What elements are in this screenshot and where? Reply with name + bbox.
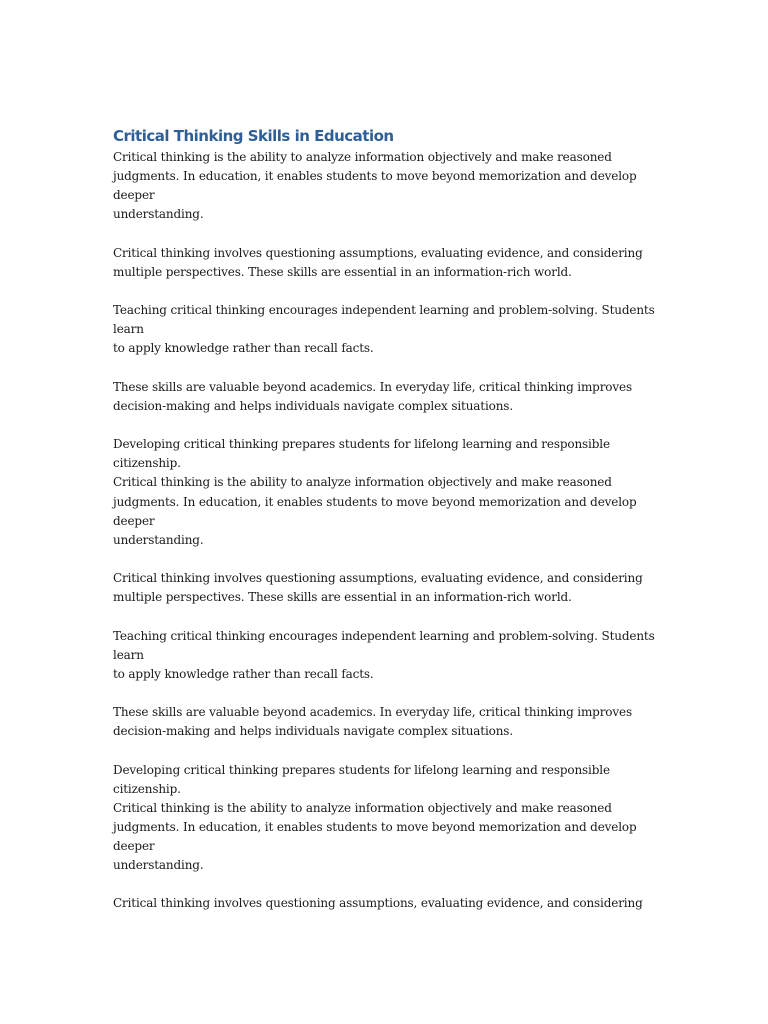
document-content [113, 124, 658, 914]
text-line: Critical thinking is the ability to analyze information objectively and make reasoned [113, 150, 612, 164]
text-line: Developing critical thinking prepares students for lifelong learning and responsible [113, 762, 610, 777]
text-line: These skills are valuable beyond academics. In everyday life, critical thinking improves [113, 705, 632, 720]
text-line: Developing critical thinking prepares students for lifelong learning and responsible [113, 437, 610, 452]
text-line: deeper [113, 188, 155, 203]
text-line: These skills are valuable beyond academics. In everyday life, critical thinking improves [113, 379, 632, 394]
paragraph-spacer [113, 741, 658, 760]
text-line: multiple perspectives. These skills are essential in an information-rich world. [113, 590, 572, 605]
text-line: Critical thinking involves questioning assumptions, evaluating evidence, and considering [113, 245, 643, 260]
document-body [113, 148, 658, 914]
text-line: learn [113, 647, 144, 662]
text-line: citizenship. [113, 781, 181, 796]
paragraph-spacer [113, 607, 658, 626]
text-line: understanding. [113, 532, 204, 547]
text-line: citizenship. [113, 456, 181, 471]
paragraph-spacer [113, 225, 658, 244]
text-line: to apply knowledge rather than recall facts. [113, 666, 374, 681]
text-line: Teaching critical thinking encourages independent learning and problem-solving. Students [113, 303, 655, 318]
text-line: judgments. In education, it enables students to move beyond memorization and develop [113, 169, 637, 184]
text-line: judgments. In education, it enables students to move beyond memorization and develop [113, 494, 637, 509]
paragraph-spacer [113, 550, 658, 569]
text-line: decision-making and helps individuals navigate complex situations. [113, 398, 513, 413]
text-line: Critical thinking involves questioning assumptions, evaluating evidence, and considering [113, 896, 643, 911]
text-line: deeper [113, 839, 155, 854]
text-line: Teaching critical thinking encourages independent learning and problem-solving. Students [113, 628, 655, 643]
text-line: decision-making and helps individuals navigate complex situations. [113, 724, 513, 739]
paragraph-spacer [113, 359, 658, 378]
text-line: understanding. [113, 858, 204, 873]
paragraph-spacer [113, 684, 658, 703]
text-line: Critical thinking involves questioning assumptions, evaluating evidence, and considering [113, 571, 643, 586]
paragraph-spacer [113, 875, 658, 894]
text-line: judgments. In education, it enables students to move beyond memorization and develop [113, 819, 637, 834]
text-line: learn [113, 322, 144, 337]
text-line: to apply knowledge rather than recall facts. [113, 341, 374, 356]
text-line: deeper [113, 513, 155, 528]
text-line: multiple perspectives. These skills are essential in an information-rich world. [113, 264, 572, 279]
text-line: Critical thinking is the ability to analyze information objectively and make reasoned [113, 475, 612, 490]
document-title: Critical Thinking Skills in Education [113, 127, 394, 145]
paragraph-spacer [113, 282, 658, 301]
paragraph-spacer [113, 416, 658, 435]
text-line: Critical thinking is the ability to analyze information objectively and make reasoned [113, 800, 612, 815]
text-line: understanding. [113, 207, 204, 222]
